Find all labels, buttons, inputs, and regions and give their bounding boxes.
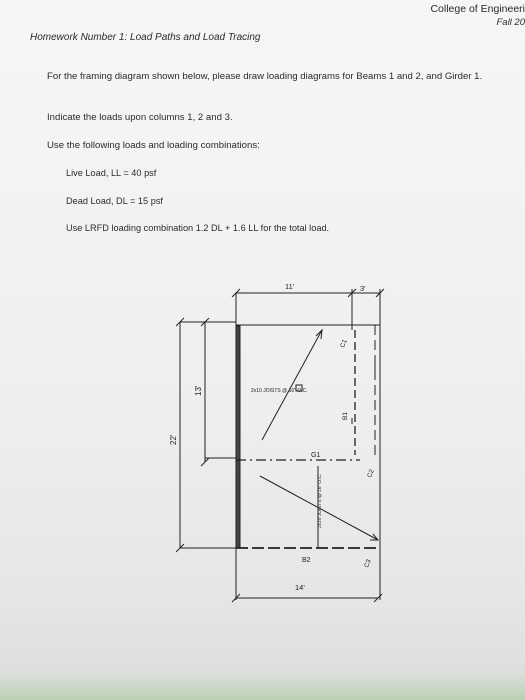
instruction-paragraph-2: Indicate the loads upon columns 1, 2 and 3. <box>47 112 233 123</box>
beam-b2-label: B2 <box>302 557 311 564</box>
column-c3-label: C3 <box>363 558 373 569</box>
lower-joist-label: 2x10 JOISTS @ 16" O.C. <box>318 473 323 528</box>
dimension-label-left-outer: 22' <box>169 434 178 445</box>
beam-b1-label: B1 <box>342 412 349 420</box>
instruction-paragraph-1: For the framing diagram shown below, please draw loading diagrams for Beams 1 and 2, and Girder 1. <box>47 71 483 82</box>
term-label: Fall 20 <box>496 17 525 28</box>
page-bottom-edge <box>0 672 525 700</box>
instruction-paragraph-3: Use the following loads and loading combinations: <box>47 140 260 151</box>
upper-joist-span-arrow <box>262 330 322 440</box>
left-wall <box>236 326 240 548</box>
college-name: College of Engineeri <box>430 3 525 15</box>
dimension-label-top-left: 11' <box>285 282 295 291</box>
girder-g1-label: G1 <box>311 452 321 459</box>
dimension-label-bottom: 14' <box>295 583 305 592</box>
dead-load-text: Dead Load, DL = 15 psf <box>66 196 163 206</box>
dimension-label-top-right: 3' <box>360 284 366 293</box>
load-combination-text: Use LRFD loading combination 1.2 DL + 1.6 LL for the total load. <box>66 223 330 233</box>
dimension-label-left-inner: 13' <box>194 385 203 396</box>
arrow-head <box>370 534 378 540</box>
column-c1-label: C1 <box>339 338 349 349</box>
homework-title: Homework Number 1: Load Paths and Load Tracing <box>30 32 261 43</box>
column-c2-label: C2 <box>366 468 376 479</box>
live-load-text: Live Load, LL = 40 psf <box>66 168 157 178</box>
upper-joist-label: 2x10 JOISTS @ 16" O.C. <box>251 388 308 394</box>
